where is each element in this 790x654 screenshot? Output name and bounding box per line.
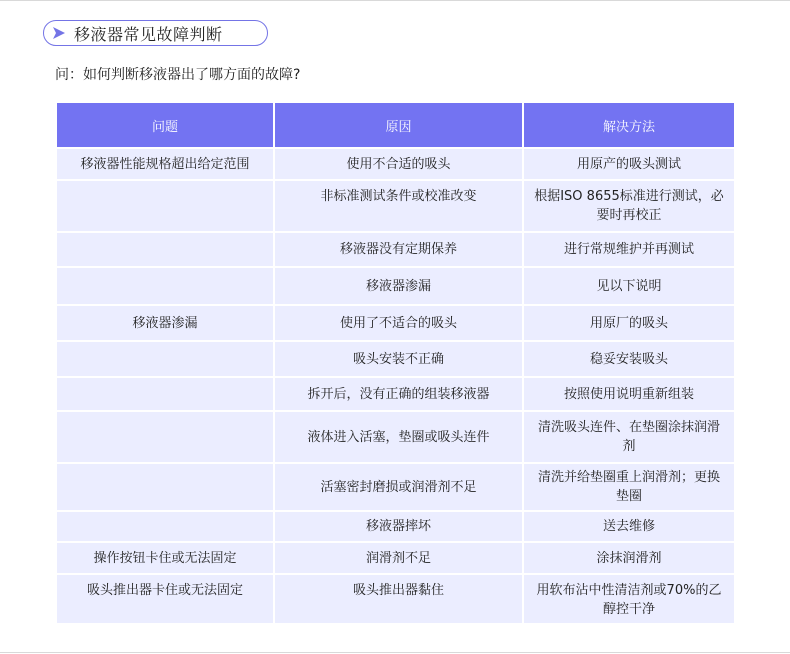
cell-solution: 按照使用说明重新组装 (524, 378, 734, 410)
arrow-right-icon (52, 26, 66, 40)
table-row (57, 376, 734, 410)
cell-problem (57, 412, 275, 462)
cell-problem (57, 181, 275, 231)
cell-problem (57, 233, 275, 266)
cell-solution: 清洗并给垫圈重上润滑剂；更换垫圈 (524, 464, 734, 510)
cell-solution: 用软布沾中性清洁剂或70%的乙醇控干净 (524, 575, 734, 623)
top-divider (0, 0, 790, 1)
cell-problem: 移液器性能规格超出给定范围 (57, 149, 275, 179)
table-row (57, 266, 734, 304)
section-title: 移液器常见故障判断 (74, 24, 223, 44)
cell-solution: 涂抹润滑剂 (524, 543, 734, 573)
section-title-pill (43, 20, 268, 46)
cell-problem (57, 512, 275, 541)
cell-cause: 移液器没有定期保养 (275, 233, 524, 266)
header-problem: 问题 (57, 103, 275, 147)
table-row (57, 573, 734, 623)
question-text: 问：如何判断移液器出了哪方面的故障? (55, 67, 301, 83)
fault-table (57, 103, 734, 623)
table-header (57, 103, 734, 147)
cell-solution: 清洗吸头连件、在垫圈涂抹润滑剂 (524, 412, 734, 462)
cell-problem (57, 378, 275, 410)
cell-solution: 稳妥安装吸头 (524, 342, 734, 376)
table-row (57, 340, 734, 376)
cell-problem (57, 342, 275, 376)
table-row (57, 231, 734, 266)
cell-problem (57, 464, 275, 510)
table-row (57, 410, 734, 462)
cell-cause: 吸头推出器黏住 (275, 575, 524, 623)
table-row (57, 304, 734, 340)
bottom-divider (0, 652, 790, 653)
table-row (57, 147, 734, 179)
cell-cause: 润滑剂不足 (275, 543, 524, 573)
cell-problem: 操作按钮卡住或无法固定 (57, 543, 275, 573)
table-row (57, 541, 734, 573)
cell-cause: 使用了不适合的吸头 (275, 306, 524, 340)
cell-solution: 见以下说明 (524, 268, 734, 304)
cell-problem (57, 268, 275, 304)
cell-solution: 根据ISO 8655标准进行测试，必要时再校正 (524, 181, 734, 231)
cell-solution: 用原厂的吸头 (524, 306, 734, 340)
cell-cause: 移液器渗漏 (275, 268, 524, 304)
cell-solution: 用原产的吸头测试 (524, 149, 734, 179)
cell-cause: 使用不合适的吸头 (275, 149, 524, 179)
table-row (57, 510, 734, 541)
table-row (57, 462, 734, 510)
cell-solution: 进行常规维护并再测试 (524, 233, 734, 266)
cell-cause: 非标准测试条件或校准改变 (275, 181, 524, 231)
cell-cause: 活塞密封磨损或润滑剂不足 (275, 464, 524, 510)
cell-cause: 吸头安装不正确 (275, 342, 524, 376)
cell-problem: 移液器渗漏 (57, 306, 275, 340)
cell-cause: 液体进入活塞，垫圈或吸头连件 (275, 412, 524, 462)
cell-cause: 拆开后，没有正确的组装移液器 (275, 378, 524, 410)
table-row (57, 179, 734, 231)
cell-problem: 吸头推出器卡住或无法固定 (57, 575, 275, 623)
table-body (57, 147, 734, 623)
cell-solution: 送去维修 (524, 512, 734, 541)
header-cause: 原因 (275, 103, 524, 147)
header-solution: 解决方法 (524, 103, 734, 147)
cell-cause: 移液器摔坏 (275, 512, 524, 541)
